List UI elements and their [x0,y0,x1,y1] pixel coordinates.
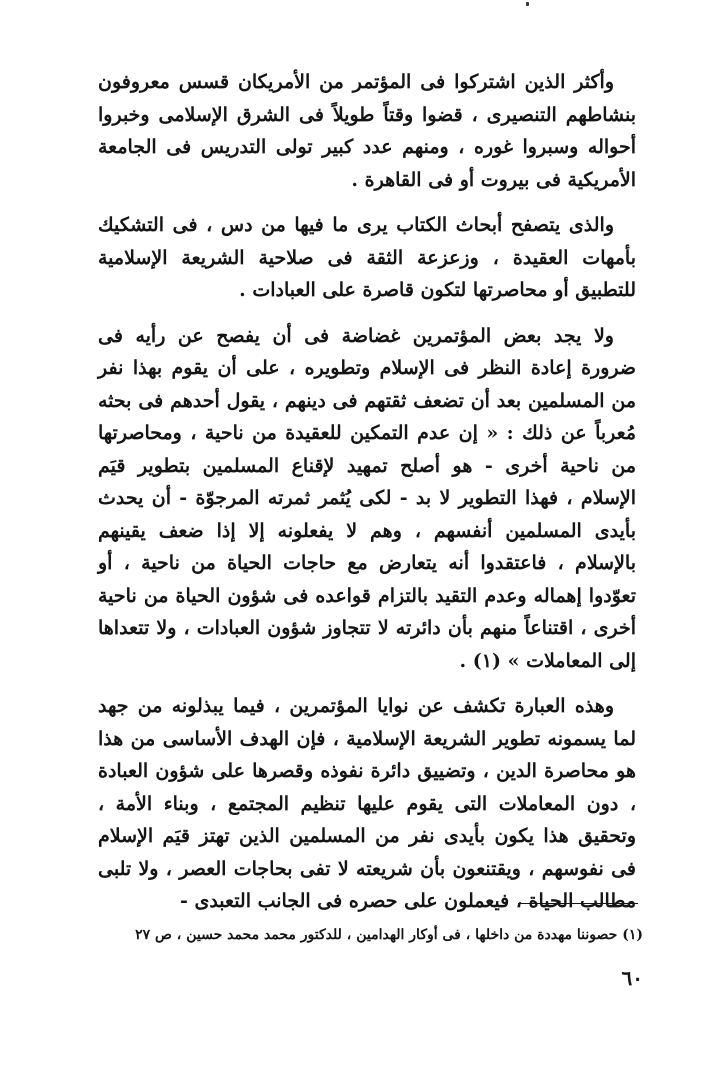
footnote-separator [518,903,638,904]
paragraph-2: والذى يتصفح أبحاث الكتاب يرى ما فيها من دس ، فى التشكيك بأمهات العقيدة ، وزعزعة الثقة فى صلاحية الشريعة الإسلامية للتطبيق أو محاصرتها لتكون قاصرة على العبادات . [98,214,636,301]
page-number: ٦٠ [621,966,643,990]
scan-speck [526,2,529,6]
footnote: (١) حصوننا مهددة من داخلها ، فى أوكار الهدامين ، للدكتور محمد محمد حسين ، ص ٢٧ [135,927,643,943]
main-text [98,66,636,931]
paragraph-3: ولا يجد بعض المؤتمرين غضاضة فى أن يفصح عن رأيه فى ضرورة إعادة النظر فى الإسلام وتطويره ، على أن يقوم بهذا نفر من المسلمين بعد أن تضعف ثقتهم فى دينهم ، يقول أحدهم فى بحثه مُعرباً عن ذلك : « إن عدم التمكين للعقيدة من ناحية ، ومحاصرتها من ناحية أخرى - هو أصلح تمهيد لإقناع المسلمين بتطوير قيَم الإسلام ، فهذا التطوير لا بد - لكى يُثمر ثمرته المرجوّة - أن يحدث بأيدى المسلمين أنفسهم ، وهم لا يفعلونه إلا إذا ضعف يقينهم بالإسلام ، فاعتقدوا أنه يتعارض مع حاجات الحياة من ناحية ، أو تعوّدوا إهماله وعدم التقيد بالتزام قواعده فى شؤون الحياة من ناحية أخرى ، اقتناعاً منهم بأن دائرته لا تتجاوز شؤون العبادات ، ولا تتعداها إلى المعاملات » (١) . [98,324,636,672]
paragraph-1: وأكثر الذين اشتركوا فى المؤتمر من الأمريكان قسس معروفون بنشاطهم التنصيرى ، قضوا وقتاً طويلاً فى الشرق الإسلامى وخبروا أحواله وسبروا غوره ، ومنهم عدد كبير تولى التدريس فى الجامعة الأمريكية فى بيروت أو فى القاهرة . [98,71,636,191]
paragraph-4: وهذه العبارة تكشف عن نوايا المؤتمرين ، فيما يبذلونه من جهد لما يسمونه تطوير الشريعة الإسلامية ، فإن الهدف الأساسى من هذا هو محاصرة الدين ، وتضييق دائرة نفوذه وقصرها على شؤون العبادة ، دون المعاملات التى يقوم عليها تنظيم المجتمع ، وبناء الأمة ، وتحقيق هذا يكون بأيدى نفر من المسلمين الذين تهتز قيَم الإسلام فى نفوسهم ، ويقتنعون بأن شريعته لا تفى بحاجات العصر ، ولا تلبى مطالب الحياة ، فيعملون على حصره فى الجانب التعبدى - [98,695,636,912]
